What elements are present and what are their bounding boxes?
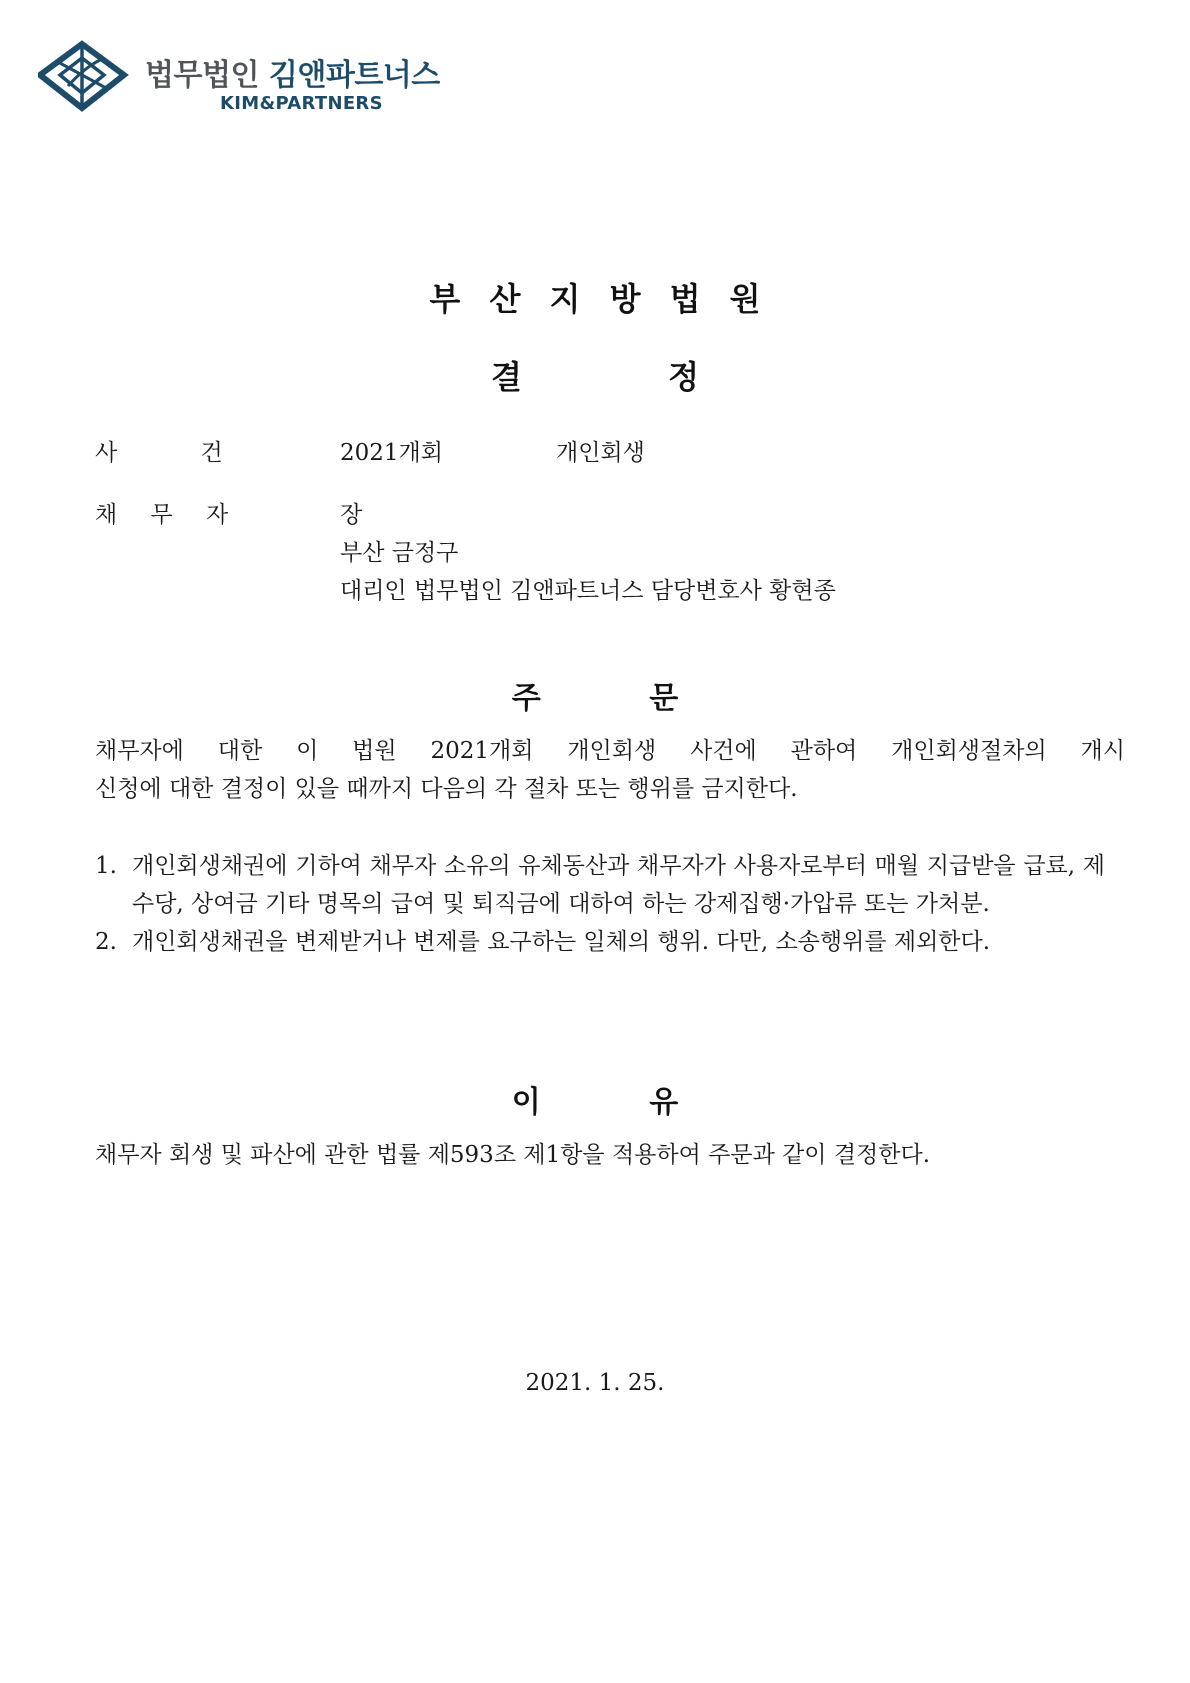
decision-title: 결 정	[491, 358, 699, 396]
order-item-number: 1.	[95, 853, 117, 879]
reason-heading: 이 유	[511, 1085, 679, 1120]
order-line: 채무자에 대한 이 법원 2021개회 개인회생 사건에 관하여 개인회생절차의 개시	[95, 738, 1125, 764]
firm-type: 법무법인	[145, 58, 259, 93]
order-line: 신청에 대한 결정이 있을 때까지 다음의 각 절차 또는 행위를 금지한다.	[95, 776, 798, 802]
case-number: 2021개회	[340, 440, 443, 466]
firm-name: 김앤파트너스	[268, 58, 440, 93]
firm-emblem-icon	[38, 38, 134, 118]
order-heading: 주 문	[511, 681, 679, 716]
firm-name-english: KIM&PARTNERS	[220, 93, 383, 114]
firm-logo	[38, 38, 458, 118]
decision-date: 2021. 1. 25.	[525, 1370, 665, 1396]
reason-text: 채무자 회생 및 파산에 관한 법률 제593조 제1항을 적용하여 주문과 같이 결정한다.	[95, 1142, 931, 1168]
case-type: 개인회생	[556, 440, 645, 466]
order-item	[95, 923, 1105, 961]
order-item-text: 개인회생채권을 변제받거나 변제를 요구하는 일체의 행위. 다만, 소송행위를 제외한다.	[132, 929, 991, 955]
order-item-text: 개인회생채권에 기하여 채무자 소유의 유체동산과 채무자가 사용자로부터 매월 지급받을 급료, 제수당, 상여금 기타 명목의 급여 및 퇴직금에 대하여 하는 강제집행·가압류 또는 가처분.	[132, 853, 1105, 917]
order-list	[95, 847, 1105, 961]
firm-name-korean	[145, 50, 440, 94]
court-name: 부 산 지 방 법 원	[429, 280, 761, 318]
order-item	[95, 847, 1105, 923]
case-label: 사 건	[95, 440, 223, 466]
order-statement	[95, 732, 1125, 808]
debtor-name: 장	[340, 502, 363, 528]
debtor-representative: 대리인 법무법인 김앤파트너스 담당변호사 황현종	[340, 578, 836, 604]
reason-statement	[95, 1136, 1125, 1174]
order-item-number: 2.	[95, 929, 117, 955]
debtor-address: 부산 금정구	[340, 540, 459, 566]
debtor-label: 채 무 자	[95, 502, 229, 528]
